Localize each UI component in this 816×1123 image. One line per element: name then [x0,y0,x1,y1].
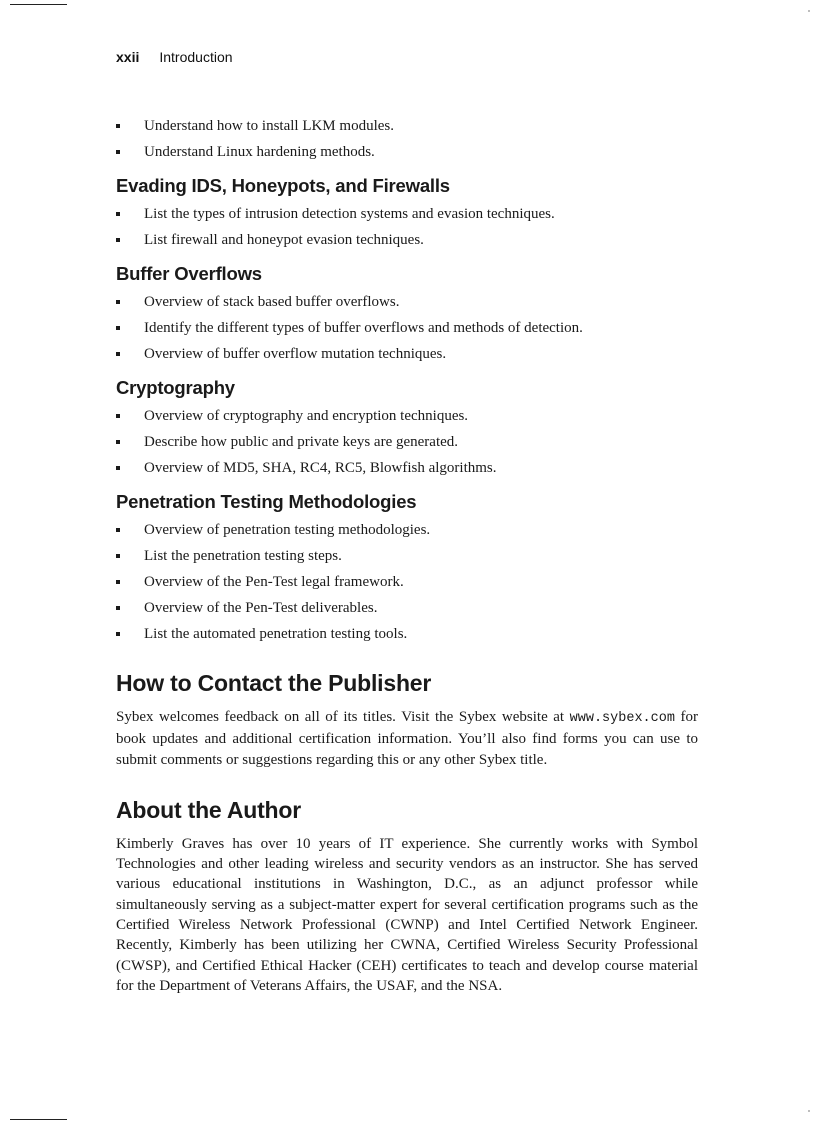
bullet-icon [116,528,120,532]
bullet-icon [116,580,120,584]
list-item: Overview of MD5, SHA, RC4, RC5, Blowfish algorithms. [116,459,698,477]
bullet-icon [116,212,120,216]
bullet-icon [116,326,120,330]
list-item: Overview of penetration testing methodologies. [116,521,698,539]
corner-dot-bottom-right [808,1110,810,1112]
list-item: List firewall and honeypot evasion techniques. [116,231,698,249]
sybex-website-link[interactable]: www.sybex.com [569,711,675,726]
list-item: Identify the different types of buffer overflows and methods of detection. [116,319,698,337]
list-item: Overview of the Pen-Test legal framework. [116,573,698,591]
list-item: Describe how public and private keys are generated. [116,433,698,451]
evading-ids-list [116,205,698,249]
bullet-icon [116,466,120,470]
bullet-icon [116,238,120,242]
bullet-icon [116,414,120,418]
page-number: xxii [116,49,140,65]
bullet-icon [116,632,120,636]
list-item: List the penetration testing steps. [116,547,698,565]
list-item: Overview of the Pen-Test deliverables. [116,599,698,617]
crop-mark-top [10,4,67,5]
bullet-icon [116,124,120,128]
author-paragraph: Kimberly Graves has over 10 years of IT experience. She currently works with Symbol Technologies and other leading wireless and security vendors as an instructor. She has served various educational institutions in Washington, D.C., as an adjunct professor while simultaneously serving as a subject-matter expert for several certification programs such as the Certified Wireless Network Professional (CWNP) and Intel Certified Network Engineer. Recently, Kimberly has been utilizing her CWNA, Certified Wireless Security Professional (CWSP), and Certified Ethical Hacker (CEH) certificates to teach and develop course material for the Department of Veterans Affairs, the USAF, and the NSA. [116,835,698,994]
bullet-icon [116,150,120,154]
penetration-testing-list [116,521,698,643]
crop-mark-bottom [10,1119,67,1120]
bullet-icon [116,352,120,356]
intro-bullet-list [116,117,698,161]
contact-heading: How to Contact the Publisher [116,670,432,696]
list-item: Understand how to install LKM modules. [116,117,698,135]
list-item: List the automated penetration testing tools. [116,625,698,643]
author-heading: About the Author [116,796,302,823]
list-item: Overview of buffer overflow mutation techniques. [116,345,698,363]
contact-paragraph: Sybex welcomes feedback on all of its titles. Visit the Sybex website at www.sybex.com for book updates and additional certification information. You’ll also find forms you can use to submit comments or suggestions regarding this or any other Sybex title. [116,709,698,768]
list-item: Overview of cryptography and encryption techniques. [116,407,698,425]
list-item: List the types of intrusion detection systems and evasion techniques. [116,205,698,223]
section-heading-buffer-overflows: Buffer Overflows [116,263,262,284]
list-item: Overview of stack based buffer overflows. [116,293,698,311]
cryptography-list [116,407,698,477]
bullet-icon [116,300,120,304]
section-heading-cryptography: Cryptography [116,377,235,398]
section-heading-evading-ids: Evading IDS, Honeypots, and Firewalls [116,175,450,196]
bullet-icon [116,606,120,610]
corner-dot-top-right [808,10,810,12]
section-heading-penetration-testing: Penetration Testing Methodologies [116,491,417,512]
running-header [116,49,233,65]
bullet-icon [116,440,120,444]
bullet-icon [116,554,120,558]
buffer-overflows-list [116,293,698,363]
page-body [116,117,698,996]
list-item: Understand Linux hardening methods. [116,143,698,161]
running-title: Introduction [159,49,233,65]
